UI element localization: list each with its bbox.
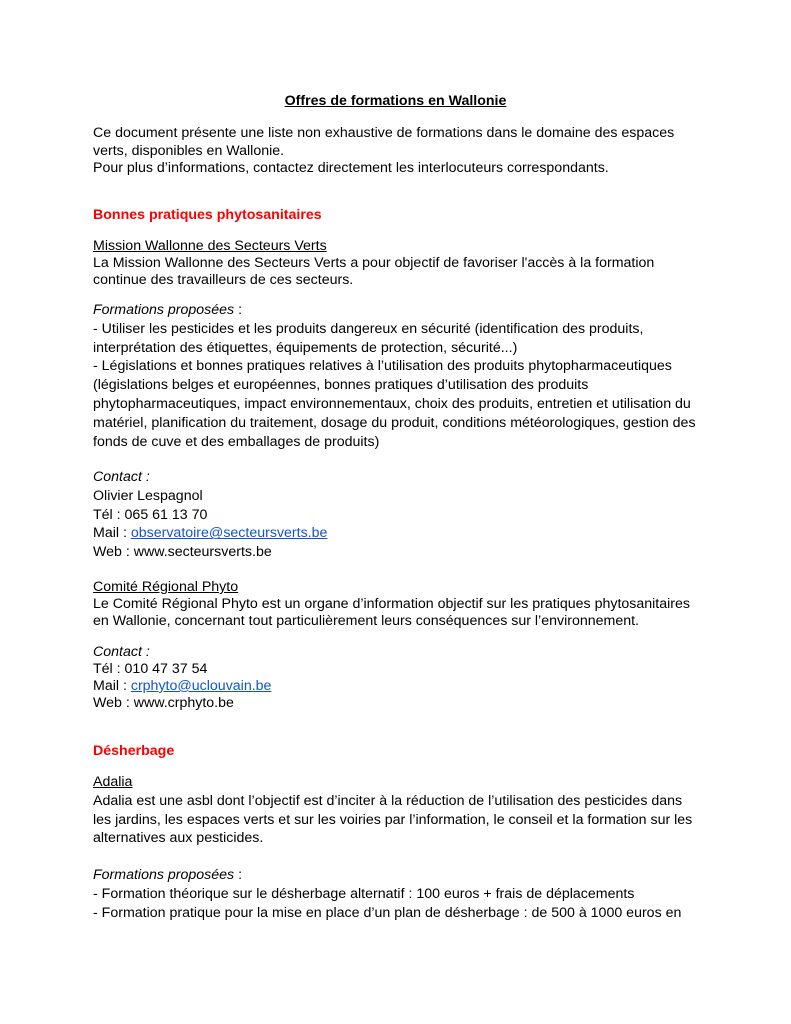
org-desc-line: continue des travailleurs de ces secteurs. <box>93 272 354 288</box>
page-title: Offres de formations en Wallonie <box>284 93 507 109</box>
contact-mail-line: Mail : observatoire@secteursverts.be <box>93 525 328 542</box>
contact-block-mwsv <box>93 468 703 562</box>
org-desc-line: en Wallonie, concernant tout particulièrement leurs conséquences sur l’environnement. <box>93 613 639 629</box>
formation-line: interprétation des étiquettes, équipements de protection, sécurité...) <box>93 339 518 356</box>
org-comite-regional-phyto <box>93 579 703 630</box>
formation-line: - Législations et bonnes pratiques relatives à l’utilisation des produits phytopharmaceutiques <box>93 358 672 375</box>
formations-colon: : <box>234 867 243 883</box>
intro-line: Ce document présente une liste non exhaustive de formations dans le domaine des espaces <box>93 125 675 141</box>
contact-web: Web : www.crphyto.be <box>93 695 234 711</box>
formation-line: phytopharmaceutiques, impact environnementaux, choix des produits, entretien et utilisation du <box>93 395 691 412</box>
intro-line: Pour plus d’informations, contactez directement les interlocuteurs correspondants. <box>93 159 609 176</box>
section-heading-desherbage: Désherbage <box>93 743 175 759</box>
org-name: Comité Régional Phyto <box>93 579 239 595</box>
formations-label-line <box>93 866 703 885</box>
org-desc-line: La Mission Wallonne des Secteurs Verts a pour objectif de favoriser l'accès à la formation <box>93 255 655 271</box>
formation-line: - Formation théorique sur le désherbage alternatif : 100 euros + frais de déplacements <box>93 885 635 902</box>
org-desc-line: Le Comité Régional Phyto est un organe d’information objectif sur les pratiques phytosanitaires <box>93 596 690 612</box>
org-desc-line: les jardins, les espaces verts et sur les voiries par l’information, le conseil et la formation sur les <box>93 811 693 828</box>
formations-list-adalia <box>93 866 703 922</box>
formations-label: Formations proposées <box>93 302 235 318</box>
section-heading-phytosanitaires: Bonnes pratiques phytosanitaires <box>93 207 322 223</box>
org-desc-line: alternatives aux pesticides. <box>93 830 264 847</box>
formations-label: Formations proposées <box>93 867 235 883</box>
formations-list-mwsv <box>93 301 703 451</box>
formation-line: (législations belges et européennes, bonnes pratiques d’utilisation des produits <box>93 377 589 394</box>
formation-line: - Utiliser les pesticides et les produits dangereux en sécurité (identification des produits, <box>93 320 644 337</box>
contact-mail-line: Mail : crphyto@uclouvain.be <box>93 678 272 694</box>
contact-tel: Tél : 010 47 37 54 <box>93 661 208 677</box>
contact-block-crphyto <box>93 644 703 712</box>
org-desc-line: Adalia est une asbl dont l’objectif est d’inciter à la réduction de l’utilisation des pesticides dans <box>93 792 683 809</box>
contact-label: Contact : <box>93 469 150 485</box>
formation-line: fonds de cuve et des emballages de produits) <box>93 433 380 450</box>
formations-label-line <box>93 301 703 320</box>
formation-line: matériel, planification du traitement, dosage du produit, conditions météorologiques, gestion des <box>93 414 696 431</box>
contact-web: Web : www.secteursverts.be <box>93 544 272 561</box>
contact-tel: Tél : 065 61 13 70 <box>93 506 208 523</box>
org-name: Mission Wallonne des Secteurs Verts <box>93 238 327 254</box>
formations-colon: : <box>234 302 243 318</box>
intro-paragraph <box>93 124 703 177</box>
mail-link[interactable]: observatoire@secteursverts.be <box>130 525 328 542</box>
contact-name: Olivier Lespagnol <box>93 487 203 504</box>
intro-line: verts, disponibles en Wallonie. <box>93 142 285 159</box>
org-name: Adalia <box>93 774 133 790</box>
formation-line: - Formation pratique pour la mise en place d’un plan de désherbage : de 500 à 1000 euros en <box>93 904 682 921</box>
org-adalia <box>93 773 703 848</box>
contact-label: Contact : <box>93 644 150 660</box>
mail-link[interactable]: crphyto@uclouvain.be <box>130 678 272 694</box>
org-mission-wallonne <box>93 238 703 289</box>
